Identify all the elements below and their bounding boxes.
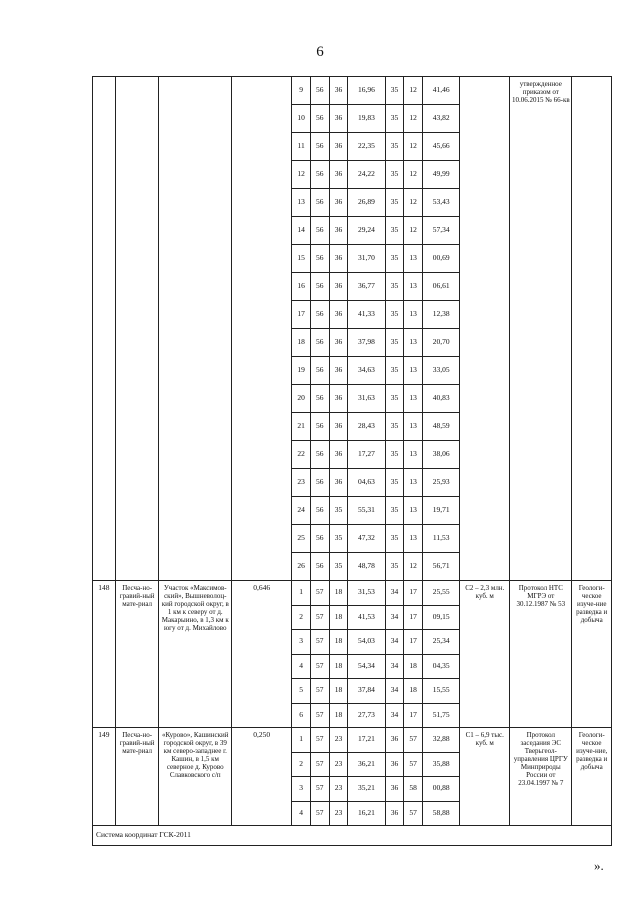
lon-minutes: 17 xyxy=(404,630,423,655)
lon-seconds: 35,88 xyxy=(423,752,460,777)
lon-degrees: 36 xyxy=(385,801,404,826)
page-number: 6 xyxy=(316,44,324,60)
coordinates-register-table xyxy=(92,76,612,846)
point-number: 23 xyxy=(292,469,311,497)
lon-degrees: 35 xyxy=(385,497,404,525)
point-number: 22 xyxy=(292,441,311,469)
reserves-cell xyxy=(460,77,510,581)
lon-seconds: 06,61 xyxy=(423,273,460,301)
point-number: 2 xyxy=(292,605,311,630)
lon-degrees: 34 xyxy=(385,581,404,606)
lon-degrees: 34 xyxy=(385,605,404,630)
lon-minutes: 17 xyxy=(404,605,423,630)
lat-minutes: 18 xyxy=(329,654,348,679)
lon-seconds: 48,59 xyxy=(423,413,460,441)
lon-seconds: 33,05 xyxy=(423,357,460,385)
lon-minutes: 13 xyxy=(404,273,423,301)
lon-degrees: 35 xyxy=(385,133,404,161)
table-row xyxy=(93,581,612,606)
lat-minutes: 36 xyxy=(329,161,348,189)
lon-degrees: 35 xyxy=(385,329,404,357)
lon-minutes: 13 xyxy=(404,413,423,441)
lon-degrees: 35 xyxy=(385,245,404,273)
mineral-type: Песча-но-гравий-ный мате-риал xyxy=(115,581,159,728)
lat-minutes: 35 xyxy=(329,553,348,581)
lat-degrees: 56 xyxy=(310,497,329,525)
lon-minutes: 13 xyxy=(404,301,423,329)
point-number: 4 xyxy=(292,654,311,679)
lat-degrees: 57 xyxy=(310,654,329,679)
lat-seconds: 41,53 xyxy=(348,605,385,630)
lat-seconds: 16,21 xyxy=(348,801,385,826)
lon-seconds: 00,88 xyxy=(423,777,460,802)
lon-degrees: 36 xyxy=(385,752,404,777)
lat-degrees: 56 xyxy=(310,105,329,133)
point-number: 3 xyxy=(292,630,311,655)
lon-seconds: 43,82 xyxy=(423,105,460,133)
lat-degrees: 57 xyxy=(310,679,329,704)
lat-minutes: 36 xyxy=(329,133,348,161)
usage-purpose: Геологи-ческое изуче-ние, разведка и добыча xyxy=(572,728,612,826)
lat-minutes: 36 xyxy=(329,77,348,105)
lon-seconds: 04,35 xyxy=(423,654,460,679)
lat-minutes: 18 xyxy=(329,679,348,704)
point-number: 15 xyxy=(292,245,311,273)
lat-seconds: 37,84 xyxy=(348,679,385,704)
lat-minutes: 35 xyxy=(329,525,348,553)
basis-document: Протокол НТС МГРЭ от 30.12.1987 № 53 xyxy=(510,581,572,728)
lon-degrees: 35 xyxy=(385,273,404,301)
lon-seconds: 20,70 xyxy=(423,329,460,357)
table-footer-row xyxy=(93,826,612,846)
lon-minutes: 57 xyxy=(404,728,423,753)
lat-seconds: 29,24 xyxy=(348,217,385,245)
mineral-type: Песча-но-гравий-ный мате-риал xyxy=(115,728,159,826)
lon-minutes: 57 xyxy=(404,752,423,777)
lat-degrees: 56 xyxy=(310,301,329,329)
lat-degrees: 56 xyxy=(310,441,329,469)
lat-seconds: 48,78 xyxy=(348,553,385,581)
lat-minutes: 36 xyxy=(329,329,348,357)
lat-minutes: 18 xyxy=(329,703,348,728)
lat-minutes: 36 xyxy=(329,441,348,469)
lon-seconds: 57,34 xyxy=(423,217,460,245)
lon-minutes: 13 xyxy=(404,441,423,469)
lon-seconds: 15,55 xyxy=(423,679,460,704)
lat-degrees: 56 xyxy=(310,217,329,245)
lon-degrees: 35 xyxy=(385,161,404,189)
lat-degrees: 57 xyxy=(310,752,329,777)
area-cell xyxy=(232,77,292,581)
lat-degrees: 56 xyxy=(310,133,329,161)
lon-degrees: 34 xyxy=(385,630,404,655)
lat-degrees: 56 xyxy=(310,553,329,581)
lat-minutes: 23 xyxy=(329,777,348,802)
lon-degrees: 36 xyxy=(385,777,404,802)
lat-seconds: 55,31 xyxy=(348,497,385,525)
lat-minutes: 36 xyxy=(329,385,348,413)
lon-minutes: 12 xyxy=(404,553,423,581)
lat-seconds: 34,63 xyxy=(348,357,385,385)
lat-degrees: 56 xyxy=(310,77,329,105)
lat-seconds: 31,70 xyxy=(348,245,385,273)
entry-number: 149 xyxy=(93,728,116,826)
lat-minutes: 35 xyxy=(329,497,348,525)
lon-minutes: 12 xyxy=(404,77,423,105)
lat-degrees: 56 xyxy=(310,357,329,385)
lat-degrees: 56 xyxy=(310,245,329,273)
lon-minutes: 12 xyxy=(404,133,423,161)
closing-quote-mark: ». xyxy=(594,858,604,873)
location-description: Участок «Максимов-ский», Вышневолоц-кий городской округ, в 1 км к северу от д. Макарыино, в 1,3 км к югу от д. Михайлово xyxy=(159,581,232,728)
lat-seconds: 27,73 xyxy=(348,703,385,728)
lat-seconds: 36,21 xyxy=(348,752,385,777)
point-number: 1 xyxy=(292,581,311,606)
lat-seconds: 22,35 xyxy=(348,133,385,161)
basis-cell: утвержденное приказом от 10.06.2015 № 66-кв xyxy=(510,77,572,581)
lat-degrees: 56 xyxy=(310,469,329,497)
lon-seconds: 58,88 xyxy=(423,801,460,826)
lon-minutes: 12 xyxy=(404,217,423,245)
reserves-value: С1 – 6,9 тыс. куб. м xyxy=(460,728,510,826)
point-number: 6 xyxy=(292,703,311,728)
lat-seconds: 17,27 xyxy=(348,441,385,469)
lat-seconds: 31,63 xyxy=(348,385,385,413)
lon-degrees: 35 xyxy=(385,553,404,581)
lon-seconds: 25,55 xyxy=(423,581,460,606)
lon-seconds: 41,46 xyxy=(423,77,460,105)
lon-minutes: 57 xyxy=(404,801,423,826)
lon-seconds: 25,34 xyxy=(423,630,460,655)
lat-seconds: 28,43 xyxy=(348,413,385,441)
lat-degrees: 57 xyxy=(310,777,329,802)
lon-minutes: 58 xyxy=(404,777,423,802)
lon-seconds: 09,15 xyxy=(423,605,460,630)
lon-degrees: 35 xyxy=(385,301,404,329)
lat-seconds: 19,83 xyxy=(348,105,385,133)
coordinate-system-note: Система координат ГСК-2011 xyxy=(93,826,612,846)
lat-minutes: 36 xyxy=(329,469,348,497)
lon-degrees: 35 xyxy=(385,189,404,217)
lon-minutes: 17 xyxy=(404,581,423,606)
lon-minutes: 12 xyxy=(404,105,423,133)
lon-seconds: 40,83 xyxy=(423,385,460,413)
lon-seconds: 53,43 xyxy=(423,189,460,217)
lon-degrees: 36 xyxy=(385,728,404,753)
lon-degrees: 35 xyxy=(385,105,404,133)
table-row xyxy=(93,77,612,105)
lat-degrees: 57 xyxy=(310,581,329,606)
point-number: 26 xyxy=(292,553,311,581)
lat-minutes: 18 xyxy=(329,605,348,630)
lon-seconds: 11,53 xyxy=(423,525,460,553)
lon-seconds: 45,66 xyxy=(423,133,460,161)
lat-seconds: 54,34 xyxy=(348,654,385,679)
entry-number: 148 xyxy=(93,581,116,728)
lon-degrees: 35 xyxy=(385,441,404,469)
lon-seconds: 51,75 xyxy=(423,703,460,728)
table-row xyxy=(93,728,612,753)
basis-document: Протокол заседания ЭС Тверьгеол-управления ЦРГУ Минприроды России от 23.04.1997 № 7 xyxy=(510,728,572,826)
lon-seconds: 32,88 xyxy=(423,728,460,753)
point-number: 1 xyxy=(292,728,311,753)
lon-minutes: 17 xyxy=(404,703,423,728)
lon-seconds: 12,38 xyxy=(423,301,460,329)
point-number: 11 xyxy=(292,133,311,161)
lon-minutes: 12 xyxy=(404,161,423,189)
area-value: 0,250 xyxy=(232,728,292,826)
lon-seconds: 00,69 xyxy=(423,245,460,273)
lat-degrees: 56 xyxy=(310,413,329,441)
lat-degrees: 56 xyxy=(310,525,329,553)
point-number: 21 xyxy=(292,413,311,441)
lat-minutes: 23 xyxy=(329,752,348,777)
lon-minutes: 13 xyxy=(404,329,423,357)
lon-seconds: 56,71 xyxy=(423,553,460,581)
lat-minutes: 36 xyxy=(329,217,348,245)
lon-degrees: 35 xyxy=(385,385,404,413)
mineral-cell xyxy=(115,77,159,581)
lon-degrees: 35 xyxy=(385,77,404,105)
lat-seconds: 24,22 xyxy=(348,161,385,189)
lon-degrees: 35 xyxy=(385,525,404,553)
lat-degrees: 56 xyxy=(310,189,329,217)
point-number: 18 xyxy=(292,329,311,357)
point-number: 14 xyxy=(292,217,311,245)
point-number: 20 xyxy=(292,385,311,413)
lon-degrees: 35 xyxy=(385,217,404,245)
lat-minutes: 36 xyxy=(329,357,348,385)
lat-minutes: 36 xyxy=(329,105,348,133)
lat-degrees: 56 xyxy=(310,329,329,357)
lat-seconds: 26,89 xyxy=(348,189,385,217)
point-number: 4 xyxy=(292,801,311,826)
point-number: 10 xyxy=(292,105,311,133)
point-number: 19 xyxy=(292,357,311,385)
lat-seconds: 41,33 xyxy=(348,301,385,329)
lat-degrees: 56 xyxy=(310,385,329,413)
lon-minutes: 18 xyxy=(404,654,423,679)
lat-degrees: 57 xyxy=(310,703,329,728)
lon-minutes: 13 xyxy=(404,497,423,525)
lon-degrees: 34 xyxy=(385,679,404,704)
lon-degrees: 35 xyxy=(385,413,404,441)
lat-seconds: 36,77 xyxy=(348,273,385,301)
point-number: 12 xyxy=(292,161,311,189)
area-value: 0,646 xyxy=(232,581,292,728)
lat-degrees: 57 xyxy=(310,630,329,655)
lon-degrees: 34 xyxy=(385,703,404,728)
num-cell xyxy=(93,77,116,581)
point-number: 2 xyxy=(292,752,311,777)
reserves-value: С2 – 2,3 млн. куб. м xyxy=(460,581,510,728)
point-number: 5 xyxy=(292,679,311,704)
lat-seconds: 04,63 xyxy=(348,469,385,497)
point-number: 17 xyxy=(292,301,311,329)
point-number: 3 xyxy=(292,777,311,802)
point-number: 13 xyxy=(292,189,311,217)
lat-minutes: 36 xyxy=(329,273,348,301)
lat-seconds: 16,96 xyxy=(348,77,385,105)
point-number: 25 xyxy=(292,525,311,553)
lat-minutes: 36 xyxy=(329,245,348,273)
lon-minutes: 13 xyxy=(404,245,423,273)
lat-seconds: 31,53 xyxy=(348,581,385,606)
point-number: 24 xyxy=(292,497,311,525)
lat-degrees: 56 xyxy=(310,273,329,301)
lon-degrees: 35 xyxy=(385,357,404,385)
lat-seconds: 35,21 xyxy=(348,777,385,802)
lat-minutes: 23 xyxy=(329,801,348,826)
lat-degrees: 57 xyxy=(310,605,329,630)
point-number: 16 xyxy=(292,273,311,301)
lon-minutes: 18 xyxy=(404,679,423,704)
lat-seconds: 54,03 xyxy=(348,630,385,655)
lat-degrees: 56 xyxy=(310,161,329,189)
lat-seconds: 17,21 xyxy=(348,728,385,753)
location-description: «Курово», Кашинский городской округ, в 39 км северо-западнее г. Кашин, в 1,5 км северное д. Курово Славковского с/п xyxy=(159,728,232,826)
lat-degrees: 57 xyxy=(310,728,329,753)
lat-minutes: 36 xyxy=(329,413,348,441)
lat-minutes: 23 xyxy=(329,728,348,753)
lon-minutes: 13 xyxy=(404,385,423,413)
lon-minutes: 13 xyxy=(404,357,423,385)
lon-minutes: 13 xyxy=(404,469,423,497)
lat-minutes: 18 xyxy=(329,630,348,655)
lat-minutes: 36 xyxy=(329,301,348,329)
point-number: 9 xyxy=(292,77,311,105)
lat-seconds: 47,32 xyxy=(348,525,385,553)
lon-degrees: 34 xyxy=(385,654,404,679)
lon-degrees: 35 xyxy=(385,469,404,497)
lon-seconds: 19,71 xyxy=(423,497,460,525)
location-cell xyxy=(159,77,232,581)
lat-minutes: 36 xyxy=(329,189,348,217)
lat-minutes: 18 xyxy=(329,581,348,606)
usage-purpose: Геологи-ческое изуче-ние разведка и добыча xyxy=(572,581,612,728)
lat-seconds: 37,98 xyxy=(348,329,385,357)
lon-seconds: 38,06 xyxy=(423,441,460,469)
lon-seconds: 25,93 xyxy=(423,469,460,497)
lon-minutes: 12 xyxy=(404,189,423,217)
lat-degrees: 57 xyxy=(310,801,329,826)
lon-minutes: 13 xyxy=(404,525,423,553)
purpose-cell xyxy=(572,77,612,581)
lon-seconds: 49,99 xyxy=(423,161,460,189)
